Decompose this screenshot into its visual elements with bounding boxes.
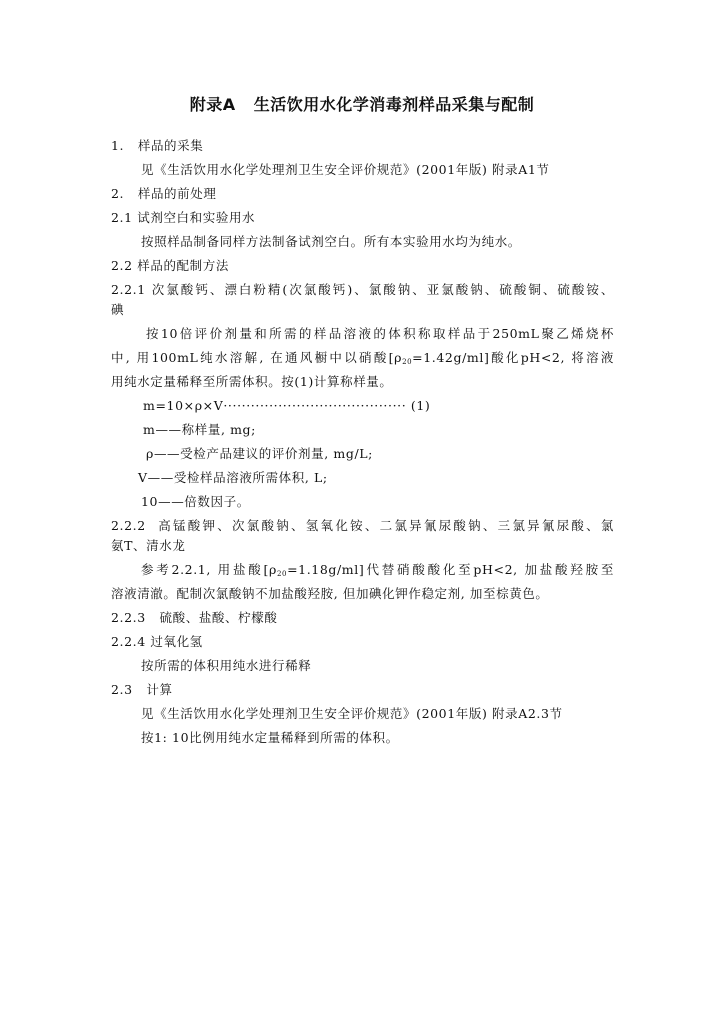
definition-rho: ρ——受检产品建议的评价剂量, mg/L; bbox=[146, 446, 373, 461]
section-2-heading: 2. 样品的前处理 bbox=[111, 186, 217, 201]
page-title: 附录A 生活饮用水化学消毒剂样品采集与配制 bbox=[189, 95, 535, 114]
section-2-2-4-heading: 2.2.4 过氧化氢 bbox=[111, 634, 203, 649]
section-2-2-3-heading: 2.2.3 硫酸、盐酸、柠檬酸 bbox=[111, 610, 278, 625]
section-2-2-heading: 2.2 样品的配制方法 bbox=[111, 258, 229, 273]
section-2-3-body: 见《生活饮用水化学处理剂卫生安全评价规范》(2001年版) 附录A2.3节 bbox=[141, 706, 563, 721]
definition-m: m——称样量, mg; bbox=[143, 422, 256, 437]
section-2-2-1-heading: 2.2.1 次氯酸钙、漂白粉精(次氯酸钙)、氯酸钠、亚氯酸钠、硫酸铜、硫酸铵、 bbox=[111, 282, 614, 297]
section-2-3-heading: 2.3 计算 bbox=[111, 682, 173, 697]
section-2-3-body-line2: 按1: 10比例用纯水定量稀释到所需的体积。 bbox=[141, 730, 399, 745]
section-2-2-1-heading-cont: 碘 bbox=[111, 302, 125, 317]
section-2-2-2-paragraph: 参考2.2.1, 用盐酸$[\rho_{20}=1.18g/ml]$代替硝酸酸化至pH<2, 加盐酸羟胺至 bbox=[141, 562, 614, 578]
section-2-2-4-body: 按所需的体积用纯水进行稀释 bbox=[141, 658, 312, 673]
section-2-2-1-paragraph-line3: 用纯水定量稀释至所需体积。按(1)计算称样量。 bbox=[111, 374, 393, 389]
section-2-2-2-paragraph-line2: 溶液清澈。配制次氯酸钠不加盐酸羟胺, 但加碘化钾作稳定剂, 加至棕黄色。 bbox=[111, 586, 549, 601]
definition-v: V——受检样品溶液所需体积, L; bbox=[138, 470, 328, 485]
section-2-2-2-heading: 2.2.2 高锰酸钾、次氯酸钠、氢氧化铵、二氯异氰尿酸钠、三氯异氰尿酸、氯 bbox=[111, 518, 614, 533]
section-2-2-2-heading-cont: 氨T、清水龙 bbox=[111, 538, 186, 553]
formula-1: m=10×ρ×V········································ (1) bbox=[143, 398, 431, 413]
section-1-body: 见《生活饮用水化学处理剂卫生安全评价规范》(2001年版) 附录A1节 bbox=[141, 162, 550, 177]
section-2-2-1-paragraph: 按10倍评价剂量和所需的样品溶液的体积称取样品于250mL聚乙烯烧杯 bbox=[146, 326, 614, 341]
definition-factor: 10——倍数因子。 bbox=[141, 494, 250, 509]
section-2-1-heading: 2.1 试剂空白和实验用水 bbox=[111, 210, 256, 225]
section-1-heading: 1. 样品的采集 bbox=[111, 138, 204, 153]
section-2-1-body: 按照样品制备同样方法制备试剂空白。所有本实验用水均为纯水。 bbox=[141, 234, 521, 249]
section-2-2-1-paragraph-line2: 中, 用100mL纯水溶解, 在通风橱中以硝酸$[\rho_{20}=1.42g/ml]$酸化pH<2, 将溶液 bbox=[111, 350, 615, 366]
